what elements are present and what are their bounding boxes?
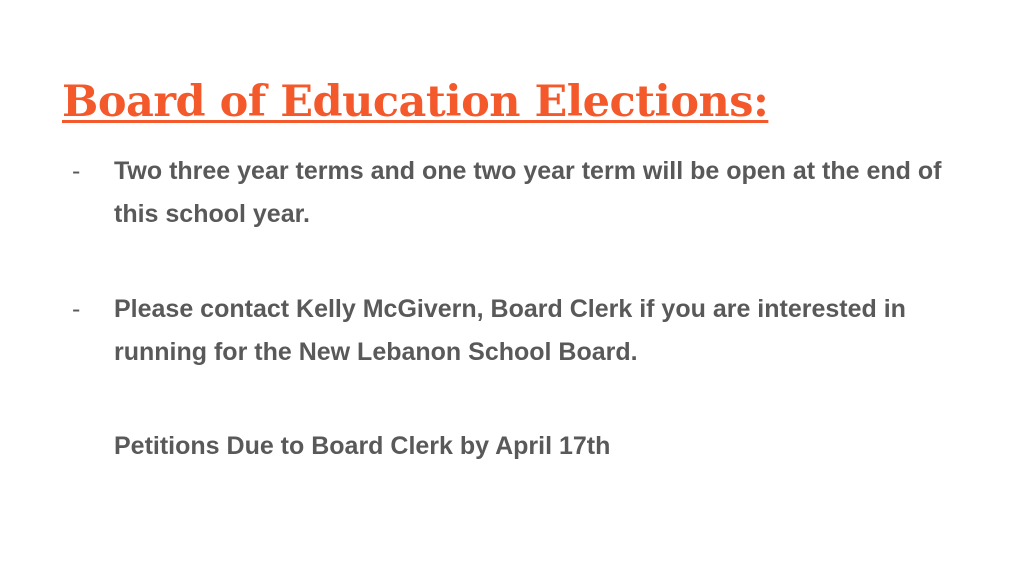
bullet-item-terms — [72, 150, 972, 240]
bullet-item-contact — [72, 288, 972, 378]
bullet-marker: - — [72, 295, 81, 323]
bullet-marker: - — [72, 157, 81, 185]
bullet-text: Two three year terms and one two year term will be open at the end of this school year. — [114, 157, 942, 228]
bullet-text: Please contact Kelly McGivern, Board Clerk if you are interested in running for the New Lebanon School Board. — [114, 295, 906, 366]
petitions-note: Petitions Due to Board Clerk by April 17th — [114, 432, 611, 460]
slide-title: Board of Education Elections: — [62, 77, 769, 127]
